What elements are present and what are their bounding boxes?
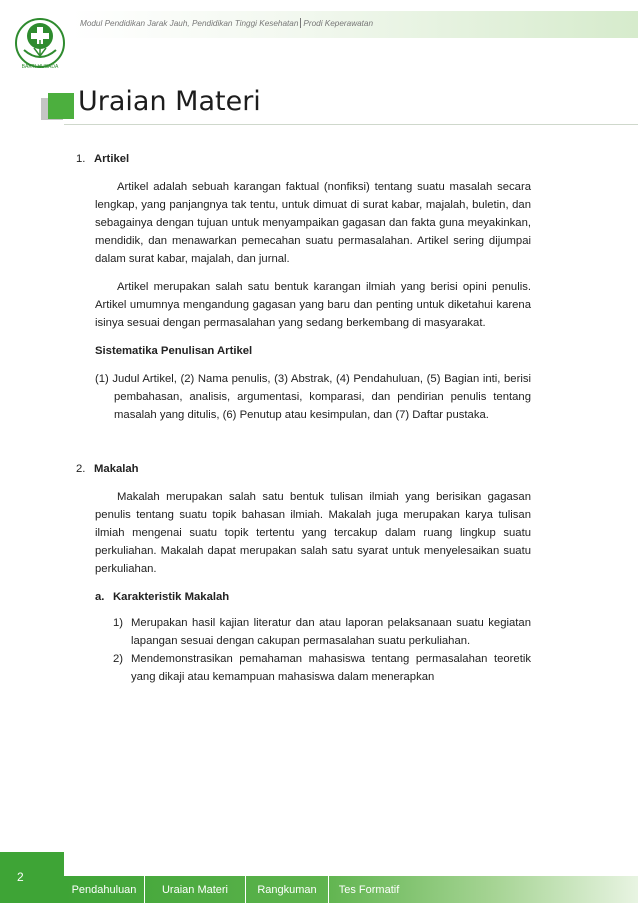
nav-tab-pendahuluan[interactable]: Pendahuluan: [71, 883, 137, 896]
section-number: 1.: [76, 153, 86, 165]
list-item: [113, 650, 531, 686]
artikel-description: Artikel merupakan salah satu bentuk karangan ilmiah yang berisi opini penulis. Artikel umumnya mengandung gagasan yang baru dan penting untuk diketahui karena isinya sesuai dengan permasalahan yang sedang berkembang di masyarakat.: [95, 281, 531, 329]
page-number: 2: [17, 870, 24, 884]
subsection-title: Karakteristik Makalah: [113, 591, 230, 603]
footer-nav: [64, 876, 638, 903]
list-item-text: Mendemonstrasikan pemahaman mahasiswa tentang permasalahan teoretik yang dikaji atau kemampuan mahasiswa dalam menerapkan: [131, 653, 531, 683]
subsection-number: a.: [95, 591, 105, 603]
main-content: [76, 150, 531, 686]
list-item-text: Merupakan hasil kajian literatur dan atau laporan pelaksanaan suatu kegiatan lapangan sesuai dengan cakupan permasalahan suatu perkuliahan.: [131, 617, 531, 647]
makalah-definition: Makalah merupakan salah satu bentuk tulisan ilmiah yang berisikan gagasan penulis tentang suatu topik bahasan ilmiah. Makalah juga merupakan karya tulisan ilmiah mengenai suatu topik tertentu yang tercakup dalam ruang lingkup suatu perkuliahan. Makalah dapat merupakan salah satu syarat untuk menyelesaikan suatu perkuliahan.: [95, 491, 531, 575]
page-number-box: [0, 852, 64, 903]
nav-tab-rangkuman[interactable]: Rangkuman: [257, 883, 317, 896]
header-separator: [300, 18, 301, 28]
section-number: 2.: [76, 463, 86, 475]
bakti-husada-logo: [14, 10, 66, 76]
module-name: Modul Pendidikan Jarak Jauh, Pendidikan Tinggi Kesehatan: [80, 19, 299, 28]
green-square: [48, 93, 74, 119]
characteristics-list: [113, 614, 531, 686]
page-title: Uraian Materi: [78, 86, 261, 117]
systematics-list: (1) Judul Artikel, (2) Nama penulis, (3) Abstrak, (4) Pendahuluan, (5) Bagian inti, berisi pembahasan, analisis, argumentasi, komparasi, dan pendirian penulis tentang masalah yang ditulis, (6) Penutup atau kesimpulan, dan (7) Daftar pustaka.: [95, 373, 531, 421]
section-heading-artikel: [76, 150, 531, 168]
subsection-heading: [95, 588, 531, 606]
nav-tab-tes-formatif[interactable]: Tes Formatif: [338, 883, 400, 896]
title-divider: [64, 124, 638, 125]
program-name: Prodi Keperawatan: [303, 19, 374, 28]
list-item-number: 2): [113, 653, 124, 665]
nav-tab-uraian-materi[interactable]: Uraian Materi: [161, 883, 229, 896]
logo-text: BAKTI HUSADA: [21, 64, 59, 70]
artikel-definition: Artikel adalah sebuah karangan faktual (nonfiksi) tentang suatu masalah secara lengkap, yang panjangnya tak tentu, untuk dimuat di surat kabar, majalah, buletin, dan sebagainya dengan tujuan untuk menyampaikan gagasan dan fakta guna meyakinkan, mendidik, dan menawarkan pemecahan suatu permasalahan. Artikel sering dijumpai dalam surat kabar, majalah, dan jurnal.: [95, 181, 531, 265]
systematics-heading: Sistematika Penulisan Artikel: [95, 345, 253, 357]
header-text: [80, 18, 373, 28]
section-title: Artikel: [94, 153, 130, 165]
section-heading-makalah: [76, 460, 531, 478]
section-title: Makalah: [94, 463, 139, 475]
list-item: [113, 614, 531, 650]
list-item-number: 1): [113, 617, 124, 629]
